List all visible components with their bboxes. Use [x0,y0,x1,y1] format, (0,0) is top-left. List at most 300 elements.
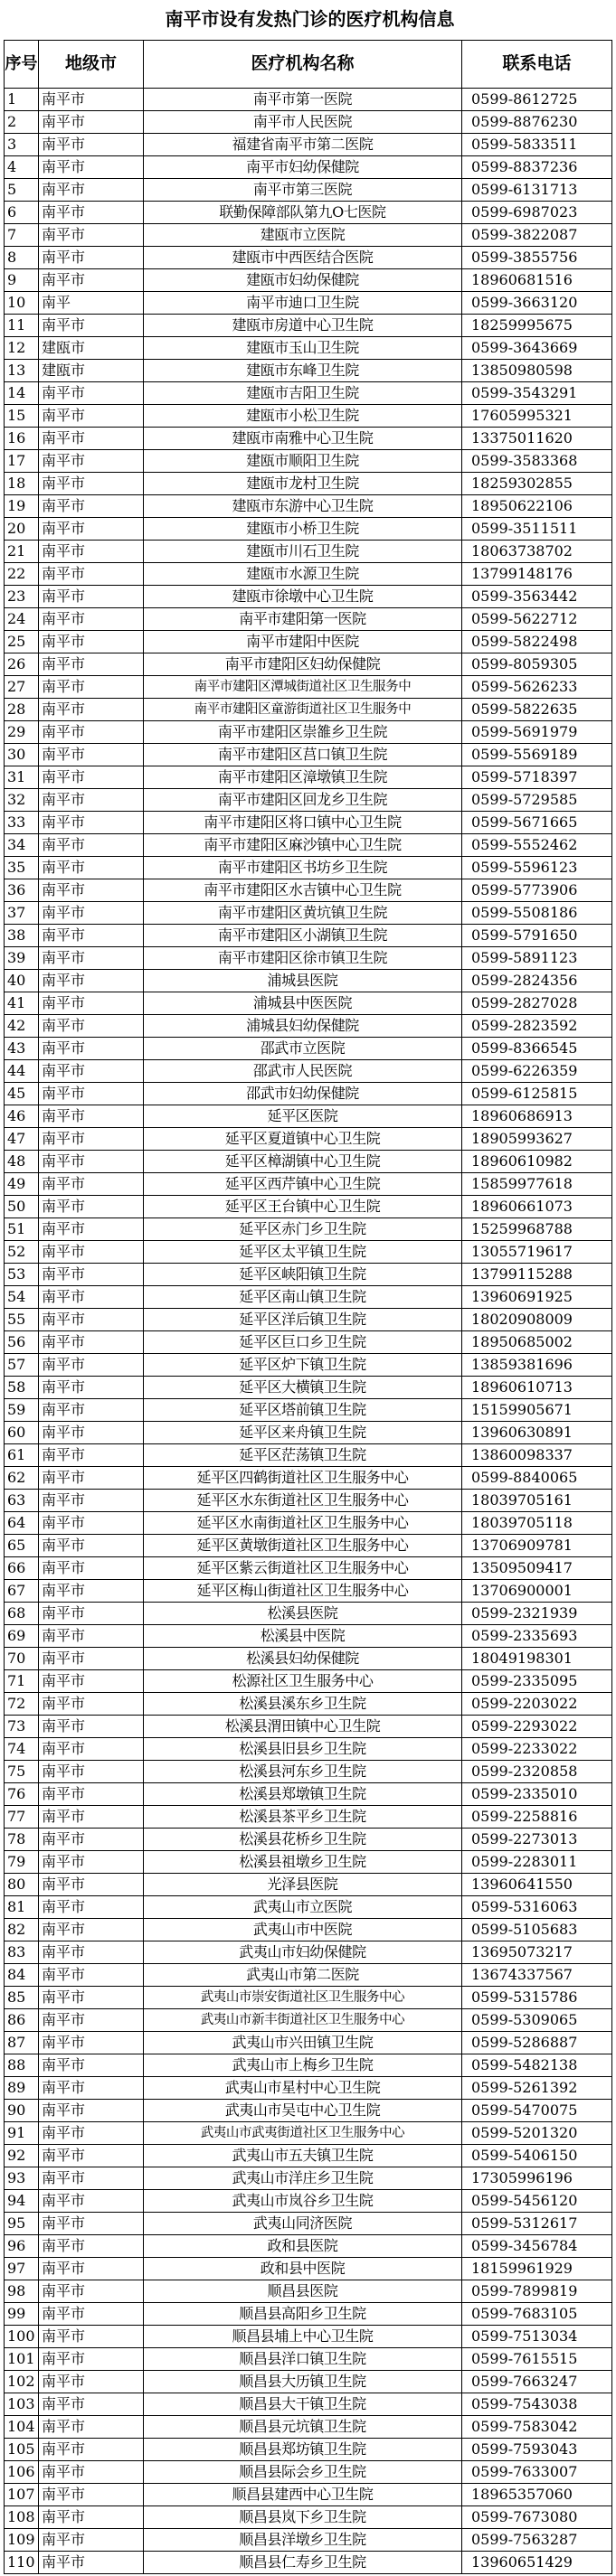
row-phone: 0599-2320858 [462,1761,612,1783]
row-number: 7 [5,224,39,247]
row-institution-name: 松溪县河东乡卫生院 [144,1761,462,1783]
row-institution-name: 武夷山市第二医院 [144,1964,462,1987]
row-phone: 0599-7683105 [462,2303,612,2326]
row-number: 86 [5,2009,39,2032]
row-number: 60 [5,1422,39,1444]
row-city: 南平市 [39,1354,144,1377]
row-city: 南平市 [39,156,144,179]
table-row [5,2416,612,2439]
row-institution-name: 武夷山市岚谷乡卫生院 [144,2190,462,2213]
row-city: 南平市 [39,744,144,766]
row-institution-name: 武夷山市吴屯中心卫生院 [144,2100,462,2122]
row-city: 南平市 [39,1264,144,1286]
row-number: 93 [5,2167,39,2190]
row-number: 76 [5,1783,39,1806]
row-institution-name: 顺昌县建西中心卫生院 [144,2484,462,2506]
row-phone: 18020908009 [462,1309,612,1331]
row-phone: 0599-2233022 [462,1738,612,1761]
row-city: 南平市 [39,247,144,269]
row-number: 26 [5,653,39,676]
row-institution-name: 南平市建阳中医院 [144,631,462,653]
row-institution-name: 顺昌县郑坊镇卫生院 [144,2439,462,2461]
row-institution-name: 南平市建阳区漳墩镇卫生院 [144,766,462,789]
row-number: 107 [5,2484,39,2506]
table-row [5,1512,612,1535]
row-city: 南平市 [39,1670,144,1693]
row-number: 19 [5,495,39,518]
row-institution-name: 南平市建阳区回龙乡卫生院 [144,789,462,812]
table-row [5,789,612,812]
row-number: 82 [5,1919,39,1941]
row-number: 88 [5,2054,39,2077]
institutions-table [4,40,612,2574]
row-institution-name: 松溪县妇幼保健院 [144,1648,462,1670]
table-row [5,2461,612,2484]
row-institution-name: 武夷山市星村中心卫生院 [144,2077,462,2100]
row-city: 南平市 [39,2303,144,2326]
row-phone: 18960681516 [462,269,612,292]
row-number: 34 [5,834,39,857]
row-phone: 18950622106 [462,495,612,518]
row-city: 南平市 [39,1105,144,1128]
table-row [5,1829,612,1851]
table-row [5,2371,612,2393]
row-institution-name: 顺昌县际会乡卫生院 [144,2461,462,2484]
row-number: 33 [5,812,39,834]
table-row [5,2145,612,2167]
table-row [5,2303,612,2326]
row-phone: 13960691925 [462,1286,612,1309]
row-phone: 0599-7543038 [462,2393,612,2416]
row-institution-name: 南平市建阳区水吉镇中心卫生院 [144,879,462,902]
row-phone: 0599-2823592 [462,1015,612,1038]
table-row [5,1648,612,1670]
row-institution-name: 延平区四鹤街道社区卫生服务中心 [144,1467,462,1490]
row-number: 28 [5,699,39,721]
row-number: 91 [5,2122,39,2145]
row-number: 94 [5,2190,39,2213]
row-city: 南平市 [39,2416,144,2439]
row-phone: 13055719617 [462,1241,612,1264]
table-row [5,1218,612,1241]
row-phone: 0599-7513034 [462,2326,612,2348]
row-institution-name: 延平区樟湖镇中心卫生院 [144,1151,462,1173]
row-city: 南平市 [39,1399,144,1422]
table-row [5,563,612,586]
row-institution-name: 松溪县花桥乡卫生院 [144,1829,462,1851]
row-phone: 0599-5622712 [462,608,612,631]
row-phone: 0599-5596123 [462,857,612,879]
table-header-row [5,41,612,89]
row-phone: 13850980598 [462,360,612,382]
row-number: 84 [5,1964,39,1987]
row-phone: 0599-5456120 [462,2190,612,2213]
row-phone: 18259995675 [462,315,612,337]
row-city: 南平市 [39,699,144,721]
row-phone: 0599-5791650 [462,925,612,947]
row-city: 南平市 [39,1874,144,1896]
row-phone: 13960651429 [462,2552,612,2574]
row-institution-name: 南平市建阳区麻沙镇中心卫生院 [144,834,462,857]
header-city: 地级市 [39,41,144,89]
row-phone: 0599-5316063 [462,1896,612,1919]
table-row [5,2326,612,2348]
table-row [5,134,612,156]
row-city: 南平市 [39,1196,144,1218]
row-institution-name: 建瓯市徐墩中心卫生院 [144,586,462,608]
table-row [5,676,612,699]
row-institution-name: 政和县医院 [144,2235,462,2258]
row-institution-name: 浦城县中医医院 [144,992,462,1015]
row-institution-name: 延平区黄墩街道社区卫生服务中心 [144,1535,462,1557]
row-city: 南平市 [39,1761,144,1783]
row-institution-name: 顺昌县大干镇卫生院 [144,2393,462,2416]
row-phone: 13960641550 [462,1874,612,1896]
row-institution-name: 联勤保障部队第九O七医院 [144,202,462,224]
row-institution-name: 顺昌县埔上中心卫生院 [144,2326,462,2348]
row-number: 80 [5,1874,39,1896]
row-institution-name: 南平市第三医院 [144,179,462,202]
row-city: 南平市 [39,1218,144,1241]
row-number: 61 [5,1444,39,1467]
table-row [5,2506,612,2529]
row-city: 南平市 [39,631,144,653]
row-city: 南平市 [39,1783,144,1806]
table-row [5,1580,612,1603]
row-city: 南平市 [39,541,144,563]
row-number: 72 [5,1693,39,1716]
row-city: 南平 [39,292,144,315]
table-row [5,1603,612,1625]
row-city: 南平市 [39,1919,144,1941]
row-institution-name: 武夷山市崇安街道社区卫生服务中心 [144,1987,462,2009]
row-phone: 0599-5261392 [462,2077,612,2100]
table-row [5,1557,612,1580]
table-row [5,1874,612,1896]
table-row [5,428,612,450]
row-institution-name: 松溪县祖墩乡卫生院 [144,1851,462,1874]
row-number: 95 [5,2213,39,2235]
table-row [5,2213,612,2235]
row-institution-name: 武夷山市立医院 [144,1896,462,1919]
table-row [5,2258,612,2280]
row-phone: 0599-7633007 [462,2461,612,2484]
row-institution-name: 松溪县郑墩镇卫生院 [144,1783,462,1806]
row-institution-name: 顺昌县岚下乡卫生院 [144,2506,462,2529]
table-row [5,2167,612,2190]
row-phone: 0599-2335693 [462,1625,612,1648]
row-city: 南平市 [39,2145,144,2167]
row-institution-name: 延平区炉下镇卫生院 [144,1354,462,1377]
row-number: 9 [5,269,39,292]
table-row [5,902,612,925]
row-city: 南平市 [39,2461,144,2484]
row-number: 97 [5,2258,39,2280]
row-institution-name: 南平市建阳区妇幼保健院 [144,653,462,676]
row-number: 57 [5,1354,39,1377]
row-institution-name: 顺昌县元坑镇卫生院 [144,2416,462,2439]
row-phone: 13960630891 [462,1422,612,1444]
row-phone: 0599-3855756 [462,247,612,269]
row-number: 35 [5,857,39,879]
row-city: 南平市 [39,766,144,789]
header-no: 序号 [5,41,39,89]
row-institution-name: 南平市建阳区童游街道社区卫生服务中 [144,699,462,721]
row-institution-name: 武夷山市中医院 [144,1919,462,1941]
row-phone: 18950685002 [462,1331,612,1354]
row-phone: 18960610982 [462,1151,612,1173]
table-row [5,1038,612,1060]
table-row [5,2552,612,2574]
row-institution-name: 福建省南平市第二医院 [144,134,462,156]
row-city: 南平市 [39,947,144,970]
row-number: 70 [5,1648,39,1670]
row-phone: 13674337567 [462,1964,612,1987]
row-city: 南平市 [39,2190,144,2213]
row-number: 87 [5,2032,39,2054]
table-row [5,812,612,834]
row-number: 50 [5,1196,39,1218]
row-city: 南平市 [39,879,144,902]
table-row [5,2054,612,2077]
row-city: 南平市 [39,2348,144,2371]
row-number: 96 [5,2235,39,2258]
row-city: 南平市 [39,473,144,495]
row-phone: 0599-8366545 [462,1038,612,1060]
row-number: 1 [5,89,39,111]
table-row [5,947,612,970]
row-city: 南平市 [39,2326,144,2348]
row-number: 18 [5,473,39,495]
row-number: 105 [5,2439,39,2461]
row-city: 南平市 [39,2054,144,2077]
row-institution-name: 松源社区卫生服务中心 [144,1670,462,1693]
row-institution-name: 延平区紫云街道社区卫生服务中心 [144,1557,462,1580]
row-phone: 0599-5718397 [462,766,612,789]
row-institution-name: 武夷山市新丰街道社区卫生服务中心 [144,2009,462,2032]
row-city: 南平市 [39,653,144,676]
row-phone: 0599-3511511 [462,518,612,541]
table-row [5,495,612,518]
table-row [5,224,612,247]
table-row [5,360,612,382]
row-institution-name: 顺昌县洋墩乡卫生院 [144,2529,462,2552]
row-city: 南平市 [39,789,144,812]
row-institution-name: 延平区塔前镇卫生院 [144,1399,462,1422]
row-number: 85 [5,1987,39,2009]
row-phone: 0599-5508186 [462,902,612,925]
row-institution-name: 南平市建阳区小湖镇卫生院 [144,925,462,947]
row-number: 29 [5,721,39,744]
row-phone: 0599-7563287 [462,2529,612,2552]
row-institution-name: 延平区茫荡镇卫生院 [144,1444,462,1467]
row-phone: 0599-2258816 [462,1806,612,1829]
row-city: 南平市 [39,2393,144,2416]
row-phone: 13509509417 [462,1557,612,1580]
row-phone: 18965357060 [462,2484,612,2506]
row-institution-name: 武夷山市上梅乡卫生院 [144,2054,462,2077]
row-institution-name: 浦城县妇幼保健院 [144,1015,462,1038]
row-institution-name: 建瓯市顺阳卫生院 [144,450,462,473]
row-institution-name: 建瓯市立医院 [144,224,462,247]
row-city: 南平市 [39,2506,144,2529]
row-city: 南平市 [39,586,144,608]
row-city: 南平市 [39,1716,144,1738]
table-row [5,450,612,473]
row-institution-name: 南平市建阳区书坊乡卫生院 [144,857,462,879]
row-city: 南平市 [39,2213,144,2235]
row-number: 11 [5,315,39,337]
row-phone: 0599-5315786 [462,1987,612,2009]
table-row [5,2077,612,2100]
row-city: 南平市 [39,608,144,631]
table-row [5,1444,612,1467]
table-row [5,1806,612,1829]
row-institution-name: 延平区王台镇中心卫生院 [144,1196,462,1218]
table-row [5,1128,612,1151]
row-phone: 0599-3663120 [462,292,612,315]
table-row [5,1173,612,1196]
table-row [5,2190,612,2213]
row-phone: 0599-3543291 [462,382,612,405]
row-city: 南平市 [39,1603,144,1625]
table-row [5,1941,612,1964]
row-institution-name: 南平市建阳区将口镇中心卫生院 [144,812,462,834]
table-row [5,970,612,992]
row-number: 6 [5,202,39,224]
table-row [5,631,612,653]
row-city: 南平市 [39,2484,144,2506]
row-number: 42 [5,1015,39,1038]
row-phone: 18159961929 [462,2258,612,2280]
table-row [5,608,612,631]
table-row [5,2280,612,2303]
row-number: 99 [5,2303,39,2326]
row-city: 南平市 [39,134,144,156]
row-city: 南平市 [39,2122,144,2145]
row-city: 南平市 [39,495,144,518]
row-phone: 0599-5482138 [462,2054,612,2077]
row-institution-name: 延平区太平镇卫生院 [144,1241,462,1264]
row-city: 南平市 [39,970,144,992]
row-phone: 0599-6125815 [462,1083,612,1105]
row-city: 南平市 [39,1557,144,1580]
row-city: 南平市 [39,405,144,428]
row-phone: 0599-5201320 [462,2122,612,2145]
row-number: 73 [5,1716,39,1738]
row-phone: 0599-7583042 [462,2416,612,2439]
row-institution-name: 邵武市立医院 [144,1038,462,1060]
row-number: 79 [5,1851,39,1874]
row-phone: 13859381696 [462,1354,612,1377]
row-institution-name: 建瓯市房道中心卫生院 [144,315,462,337]
row-institution-name: 浦城县医院 [144,970,462,992]
table-row [5,1670,612,1693]
row-number: 62 [5,1467,39,1490]
row-phone: 0599-5891123 [462,947,612,970]
row-institution-name: 南平市第一医院 [144,89,462,111]
row-city: 南平市 [39,2280,144,2303]
table-row [5,1309,612,1331]
row-city: 南平市 [39,1512,144,1535]
row-city: 南平市 [39,2100,144,2122]
row-phone: 0599-3563442 [462,586,612,608]
row-institution-name: 松溪县渭田镇中心卫生院 [144,1716,462,1738]
table-row [5,1851,612,1874]
row-phone: 13695073217 [462,1941,612,1964]
row-city: 南平市 [39,450,144,473]
table-row [5,269,612,292]
table-row [5,179,612,202]
table-row [5,699,612,721]
row-institution-name: 武夷山市五夫镇卫生院 [144,2145,462,2167]
row-city: 南平市 [39,111,144,134]
row-number: 81 [5,1896,39,1919]
row-phone: 15259968788 [462,1218,612,1241]
row-phone: 0599-2283011 [462,1851,612,1874]
row-city: 南平市 [39,1083,144,1105]
row-phone: 0599-7673080 [462,2506,612,2529]
header-name: 医疗机构名称 [144,41,462,89]
row-city: 南平市 [39,812,144,834]
row-city: 南平市 [39,1060,144,1083]
row-city: 南平市 [39,925,144,947]
row-number: 47 [5,1128,39,1151]
row-number: 69 [5,1625,39,1648]
table-row [5,292,612,315]
row-number: 24 [5,608,39,631]
row-institution-name: 南平市建阳区黄坑镇卫生院 [144,902,462,925]
row-city: 南平市 [39,179,144,202]
row-phone: 0599-5773906 [462,879,612,902]
table-row [5,2348,612,2371]
row-institution-name: 建瓯市玉山卫生院 [144,337,462,360]
table-row [5,1467,612,1490]
row-number: 22 [5,563,39,586]
table-row [5,156,612,179]
row-phone: 13799115288 [462,1264,612,1286]
row-phone: 18039705161 [462,1490,612,1512]
table-row [5,925,612,947]
row-institution-name: 武夷山同济医院 [144,2213,462,2235]
row-institution-name: 顺昌县高阳乡卫生院 [144,2303,462,2326]
row-number: 106 [5,2461,39,2484]
row-number: 59 [5,1399,39,1422]
row-city: 南平市 [39,1241,144,1264]
row-phone: 0599-3456784 [462,2235,612,2258]
row-city: 南平市 [39,1625,144,1648]
row-institution-name: 南平市建阳区徐市镇卫生院 [144,947,462,970]
row-number: 37 [5,902,39,925]
table-row [5,405,612,428]
row-phone: 0599-2335010 [462,1783,612,1806]
row-number: 15 [5,405,39,428]
row-city: 南平市 [39,1964,144,1987]
row-city: 南平市 [39,2529,144,2552]
row-phone: 0599-7593043 [462,2439,612,2461]
row-institution-name: 光泽县医院 [144,1874,462,1896]
table-row [5,1896,612,1919]
row-number: 66 [5,1557,39,1580]
row-phone: 0599-5470075 [462,2100,612,2122]
row-city: 南平市 [39,1173,144,1196]
row-number: 40 [5,970,39,992]
row-city: 南平市 [39,1377,144,1399]
row-institution-name: 顺昌县大历镇卫生院 [144,2371,462,2393]
row-phone: 0599-5286887 [462,2032,612,2054]
row-phone: 0599-6987023 [462,202,612,224]
row-number: 56 [5,1331,39,1354]
